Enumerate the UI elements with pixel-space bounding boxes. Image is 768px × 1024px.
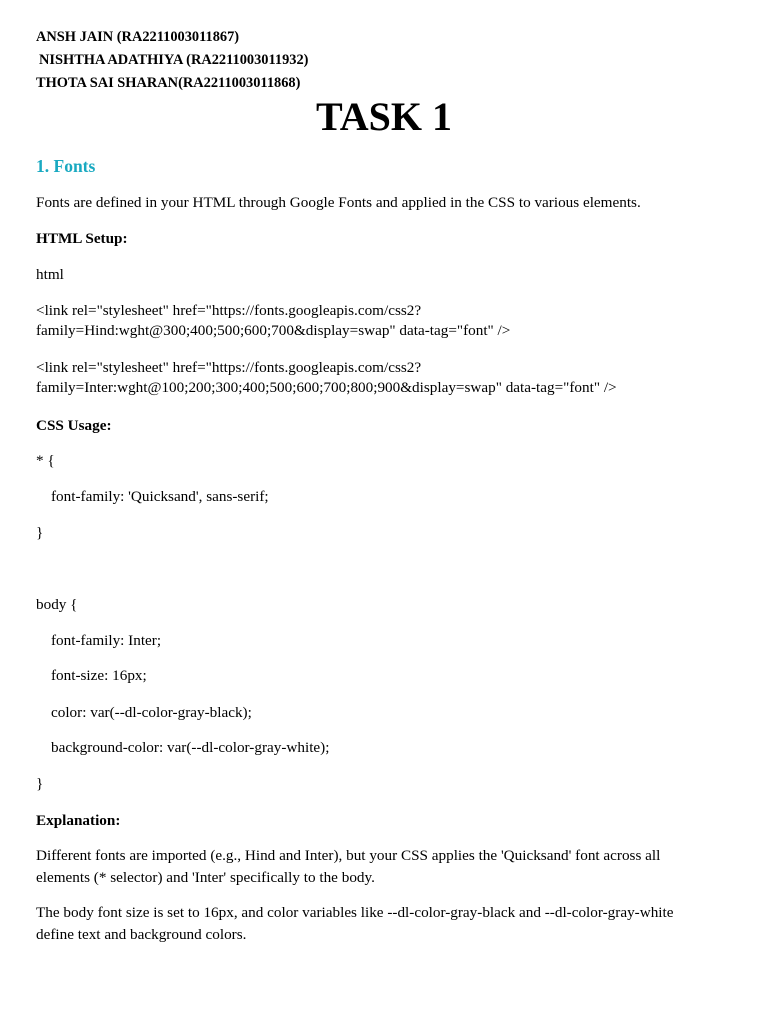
html-setup-label: HTML Setup: — [36, 230, 128, 247]
explanation-label: Explanation: — [36, 812, 121, 829]
page-title: TASK 1 — [316, 94, 452, 139]
css-code-line: * { — [36, 452, 55, 469]
css-code-line: font-family: 'Quicksand', sans-serif; — [51, 488, 269, 505]
css-code-line: background-color: var(--dl-color-gray-white); — [51, 739, 330, 756]
author-line-2: NISHTHA ADATHIYA (RA2211003011932) — [39, 52, 309, 68]
explanation-paragraph-1-line-1: Different fonts are imported (e.g., Hind and Inter), but your CSS applies the 'Quicksand' font across all — [36, 847, 661, 864]
explanation-paragraph-2-line-2: define text and background colors. — [36, 926, 247, 943]
css-code-line: color: var(--dl-color-gray-black); — [51, 704, 252, 721]
css-code-line: font-family: Inter; — [51, 632, 162, 649]
css-code-line: body { — [36, 596, 78, 613]
css-code-line: } — [36, 524, 44, 541]
css-usage-label: CSS Usage: — [36, 417, 112, 434]
css-code-line: font-size: 16px; — [51, 667, 147, 684]
author-line-3: THOTA SAI SHARAN(RA2211003011868) — [36, 75, 301, 91]
html-label: html — [36, 266, 64, 283]
author-line-1: ANSH JAIN (RA2211003011867) — [36, 29, 240, 45]
link-code-2-line-2: family=Inter:wght@100;200;300;400;500;600;700;800;900&display=swap" data-tag="font" /> — [36, 379, 617, 396]
section-heading: 1. Fonts — [36, 156, 96, 176]
link-code-1-line-2: family=Hind:wght@300;400;500;600;700&display=swap" data-tag="font" /> — [36, 322, 511, 339]
link-code-1-line-1: <link rel="stylesheet" href="https://fonts.googleapis.com/css2? — [36, 302, 422, 319]
css-code-line: } — [36, 775, 44, 792]
explanation-paragraph-2-line-1: The body font size is set to 16px, and color variables like --dl-color-gray-black and --dl-color-gray-white — [36, 904, 674, 921]
intro-paragraph: Fonts are defined in your HTML through Google Fonts and applied in the CSS to various elements. — [36, 194, 641, 211]
explanation-paragraph-1-line-2: elements (* selector) and 'Inter' specifically to the body. — [36, 869, 375, 886]
link-code-2-line-1: <link rel="stylesheet" href="https://fonts.googleapis.com/css2? — [36, 359, 422, 376]
